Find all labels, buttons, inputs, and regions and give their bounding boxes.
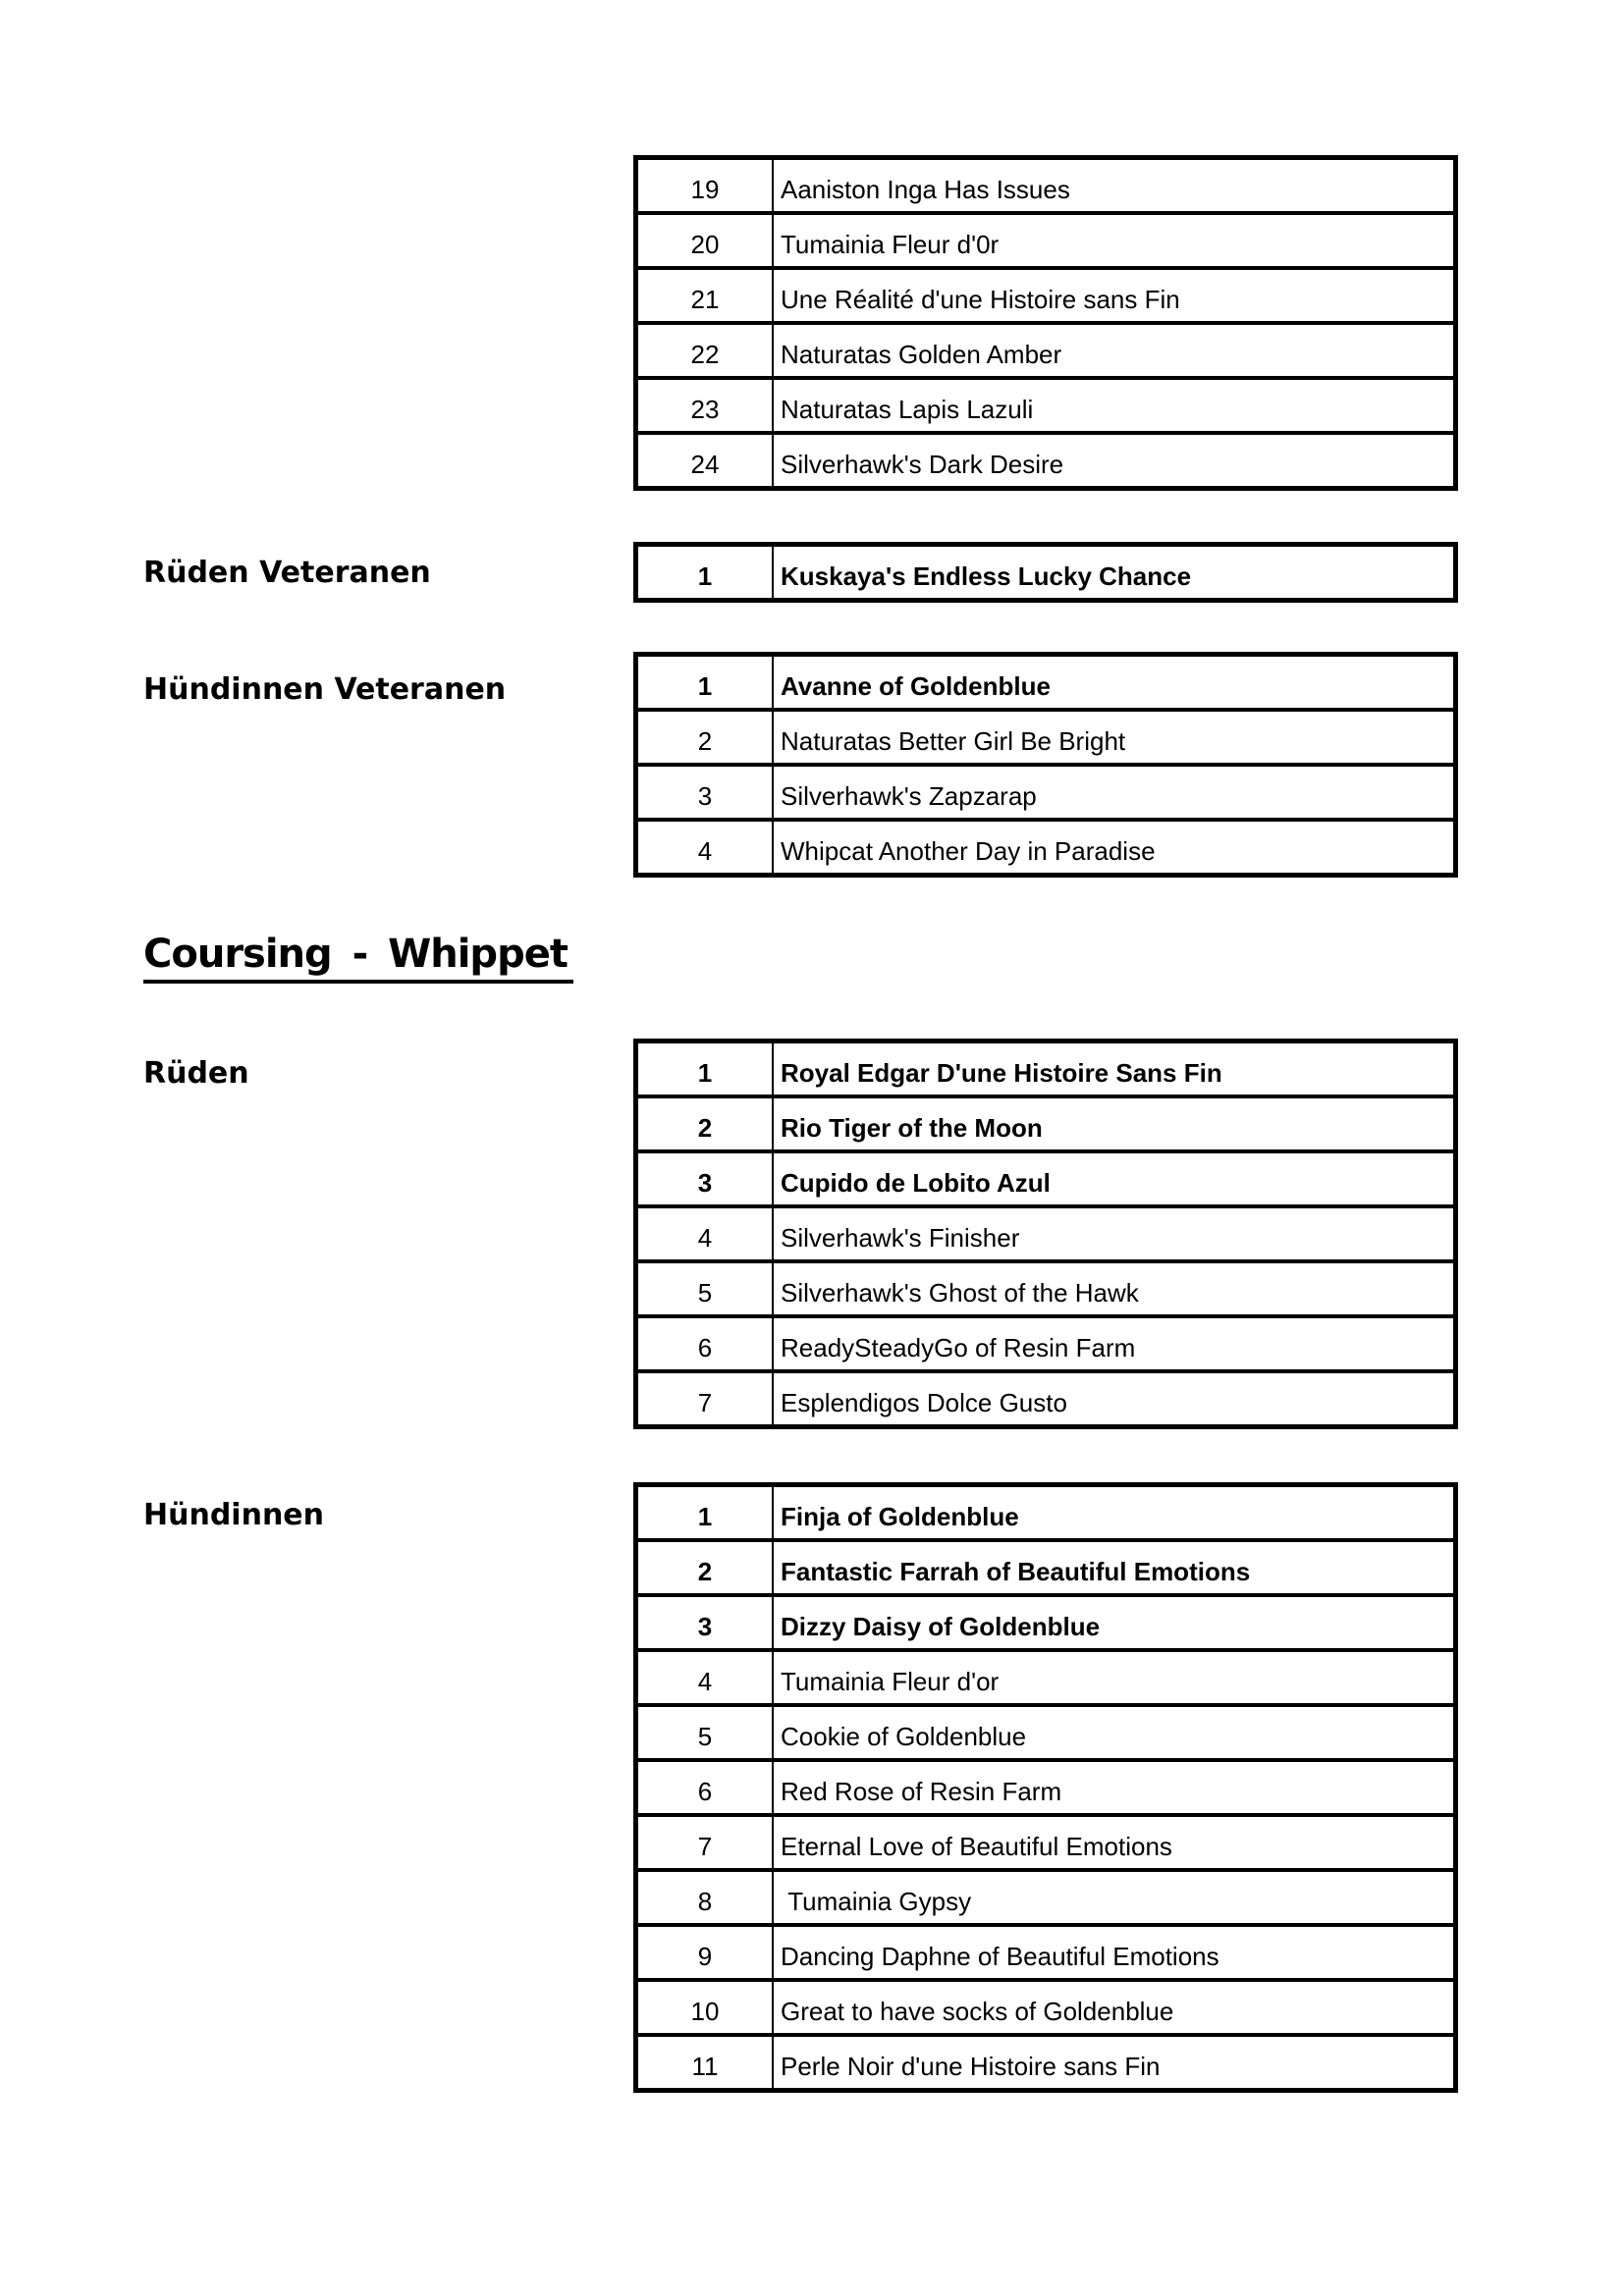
table-row: [638, 1927, 1453, 1982]
table-row: [638, 1762, 1453, 1817]
table-row: [638, 325, 1453, 380]
table-row: [638, 1153, 1453, 1208]
dog-name: Silverhawk's Dark Desire: [781, 450, 1064, 479]
table-row: [638, 215, 1453, 270]
table-row: [638, 822, 1453, 873]
entry-number: 19: [638, 160, 774, 211]
entry-number: 6: [638, 1762, 774, 1813]
entry-number: 21: [638, 270, 774, 321]
table-row: [638, 1982, 1453, 2037]
heading-text: Coursing - Whippet: [143, 933, 573, 984]
table-row: [638, 1098, 1453, 1153]
entries-table-continuation: [633, 155, 1458, 491]
dog-name: Rio Tiger of the Moon: [781, 1113, 1043, 1143]
section-label-huendinnen-veteranen: Hündinnen Veteranen: [143, 672, 507, 707]
dog-name: Naturatas Better Girl Be Bright: [781, 726, 1126, 756]
table-row: [638, 712, 1453, 767]
dog-name: Cookie of Goldenblue: [781, 1722, 1027, 1751]
entry-number: 9: [638, 1927, 774, 1978]
dog-name: Naturatas Lapis Lazuli: [781, 395, 1034, 424]
dog-name: Aaniston Inga Has Issues: [781, 175, 1070, 204]
dog-name: Royal Edgar D'une Histoire Sans Fin: [781, 1058, 1222, 1088]
section-label-rueden: Rüden: [143, 1056, 249, 1091]
table-row: [638, 1208, 1453, 1263]
entries-table-rueden-veteranen: [633, 542, 1458, 603]
entry-number: 11: [638, 2037, 774, 2088]
entries-table-coursing-rueden: [633, 1039, 1458, 1429]
table-row: [638, 1872, 1453, 1927]
table-row: [638, 1597, 1453, 1652]
entry-number: 24: [638, 435, 774, 486]
dog-name: Tumainia Fleur d'0r: [781, 230, 1000, 259]
table-row: [638, 1542, 1453, 1597]
table-row: [638, 1263, 1453, 1318]
section-label-rueden-veteranen: Rüden Veteranen: [143, 556, 431, 590]
entry-number: 1: [638, 547, 774, 598]
entry-number: 3: [638, 767, 774, 818]
dog-name: Finja of Goldenblue: [781, 1502, 1019, 1531]
entry-number: 1: [638, 1043, 774, 1095]
entry-number: 5: [638, 1707, 774, 1758]
entry-number: 20: [638, 215, 774, 266]
entry-number: 3: [638, 1597, 774, 1648]
table-row: [638, 270, 1453, 325]
dog-name: Une Réalité d'une Histoire sans Fin: [781, 285, 1180, 314]
entry-number: 23: [638, 380, 774, 431]
coursing-whippet-heading: [143, 933, 573, 984]
dog-name: Kuskaya's Endless Lucky Chance: [781, 561, 1192, 591]
dog-name: Cupido de Lobito Azul: [781, 1168, 1051, 1198]
table-row: [638, 1487, 1453, 1542]
dog-name: Dancing Daphne of Beautiful Emotions: [781, 1942, 1219, 1971]
table-row: [638, 547, 1453, 598]
dog-name: Naturatas Golden Amber: [781, 340, 1062, 369]
entry-number: 4: [638, 1208, 774, 1259]
dog-name: Perle Noir d'une Histoire sans Fin: [781, 2052, 1161, 2081]
dog-name: Avanne of Goldenblue: [781, 671, 1051, 701]
dog-name: Silverhawk's Finisher: [781, 1223, 1020, 1253]
table-row: [638, 1707, 1453, 1762]
entry-number: 8: [638, 1872, 774, 1923]
table-row: [638, 2037, 1453, 2088]
dog-name: Tumainia Fleur d'or: [781, 1667, 1000, 1696]
entry-number: 4: [638, 822, 774, 873]
dog-name: Red Rose of Resin Farm: [781, 1777, 1062, 1806]
entry-number: 1: [638, 657, 774, 708]
dog-name: Tumainia Gypsy: [781, 1887, 972, 1916]
table-row: [638, 1043, 1453, 1098]
entry-number: 5: [638, 1263, 774, 1314]
entry-number: 2: [638, 1098, 774, 1149]
entry-number: 10: [638, 1982, 774, 2033]
dog-name: Whipcat Another Day in Paradise: [781, 836, 1156, 866]
entry-number: 22: [638, 325, 774, 376]
entry-number: 6: [638, 1318, 774, 1369]
table-row: [638, 1373, 1453, 1424]
table-row: [638, 380, 1453, 435]
table-row: [638, 657, 1453, 712]
dog-name: Great to have socks of Goldenblue: [781, 1997, 1174, 2026]
dog-name: ReadySteadyGo of Resin Farm: [781, 1333, 1136, 1362]
table-row: [638, 435, 1453, 486]
table-row: [638, 1817, 1453, 1872]
entry-number: 3: [638, 1153, 774, 1204]
table-row: [638, 160, 1453, 215]
entry-number: 7: [638, 1373, 774, 1424]
dog-name: Eternal Love of Beautiful Emotions: [781, 1832, 1172, 1861]
entry-number: 7: [638, 1817, 774, 1868]
entry-number: 2: [638, 712, 774, 763]
section-label-huendinnen: Hündinnen: [143, 1498, 324, 1532]
table-row: [638, 1652, 1453, 1707]
dog-name: Esplendigos Dolce Gusto: [781, 1388, 1067, 1417]
entries-table-huendinnen-veteranen: [633, 652, 1458, 878]
entry-number: 2: [638, 1542, 774, 1593]
dog-name: Fantastic Farrah of Beautiful Emotions: [781, 1557, 1251, 1586]
entry-number: 1: [638, 1487, 774, 1538]
entry-number: 4: [638, 1652, 774, 1703]
dog-name: Silverhawk's Zapzarap: [781, 781, 1037, 811]
entries-table-coursing-huendinnen: [633, 1482, 1458, 2093]
dog-name: Silverhawk's Ghost of the Hawk: [781, 1278, 1139, 1308]
table-row: [638, 767, 1453, 822]
table-row: [638, 1318, 1453, 1373]
dog-name: Dizzy Daisy of Goldenblue: [781, 1612, 1101, 1641]
